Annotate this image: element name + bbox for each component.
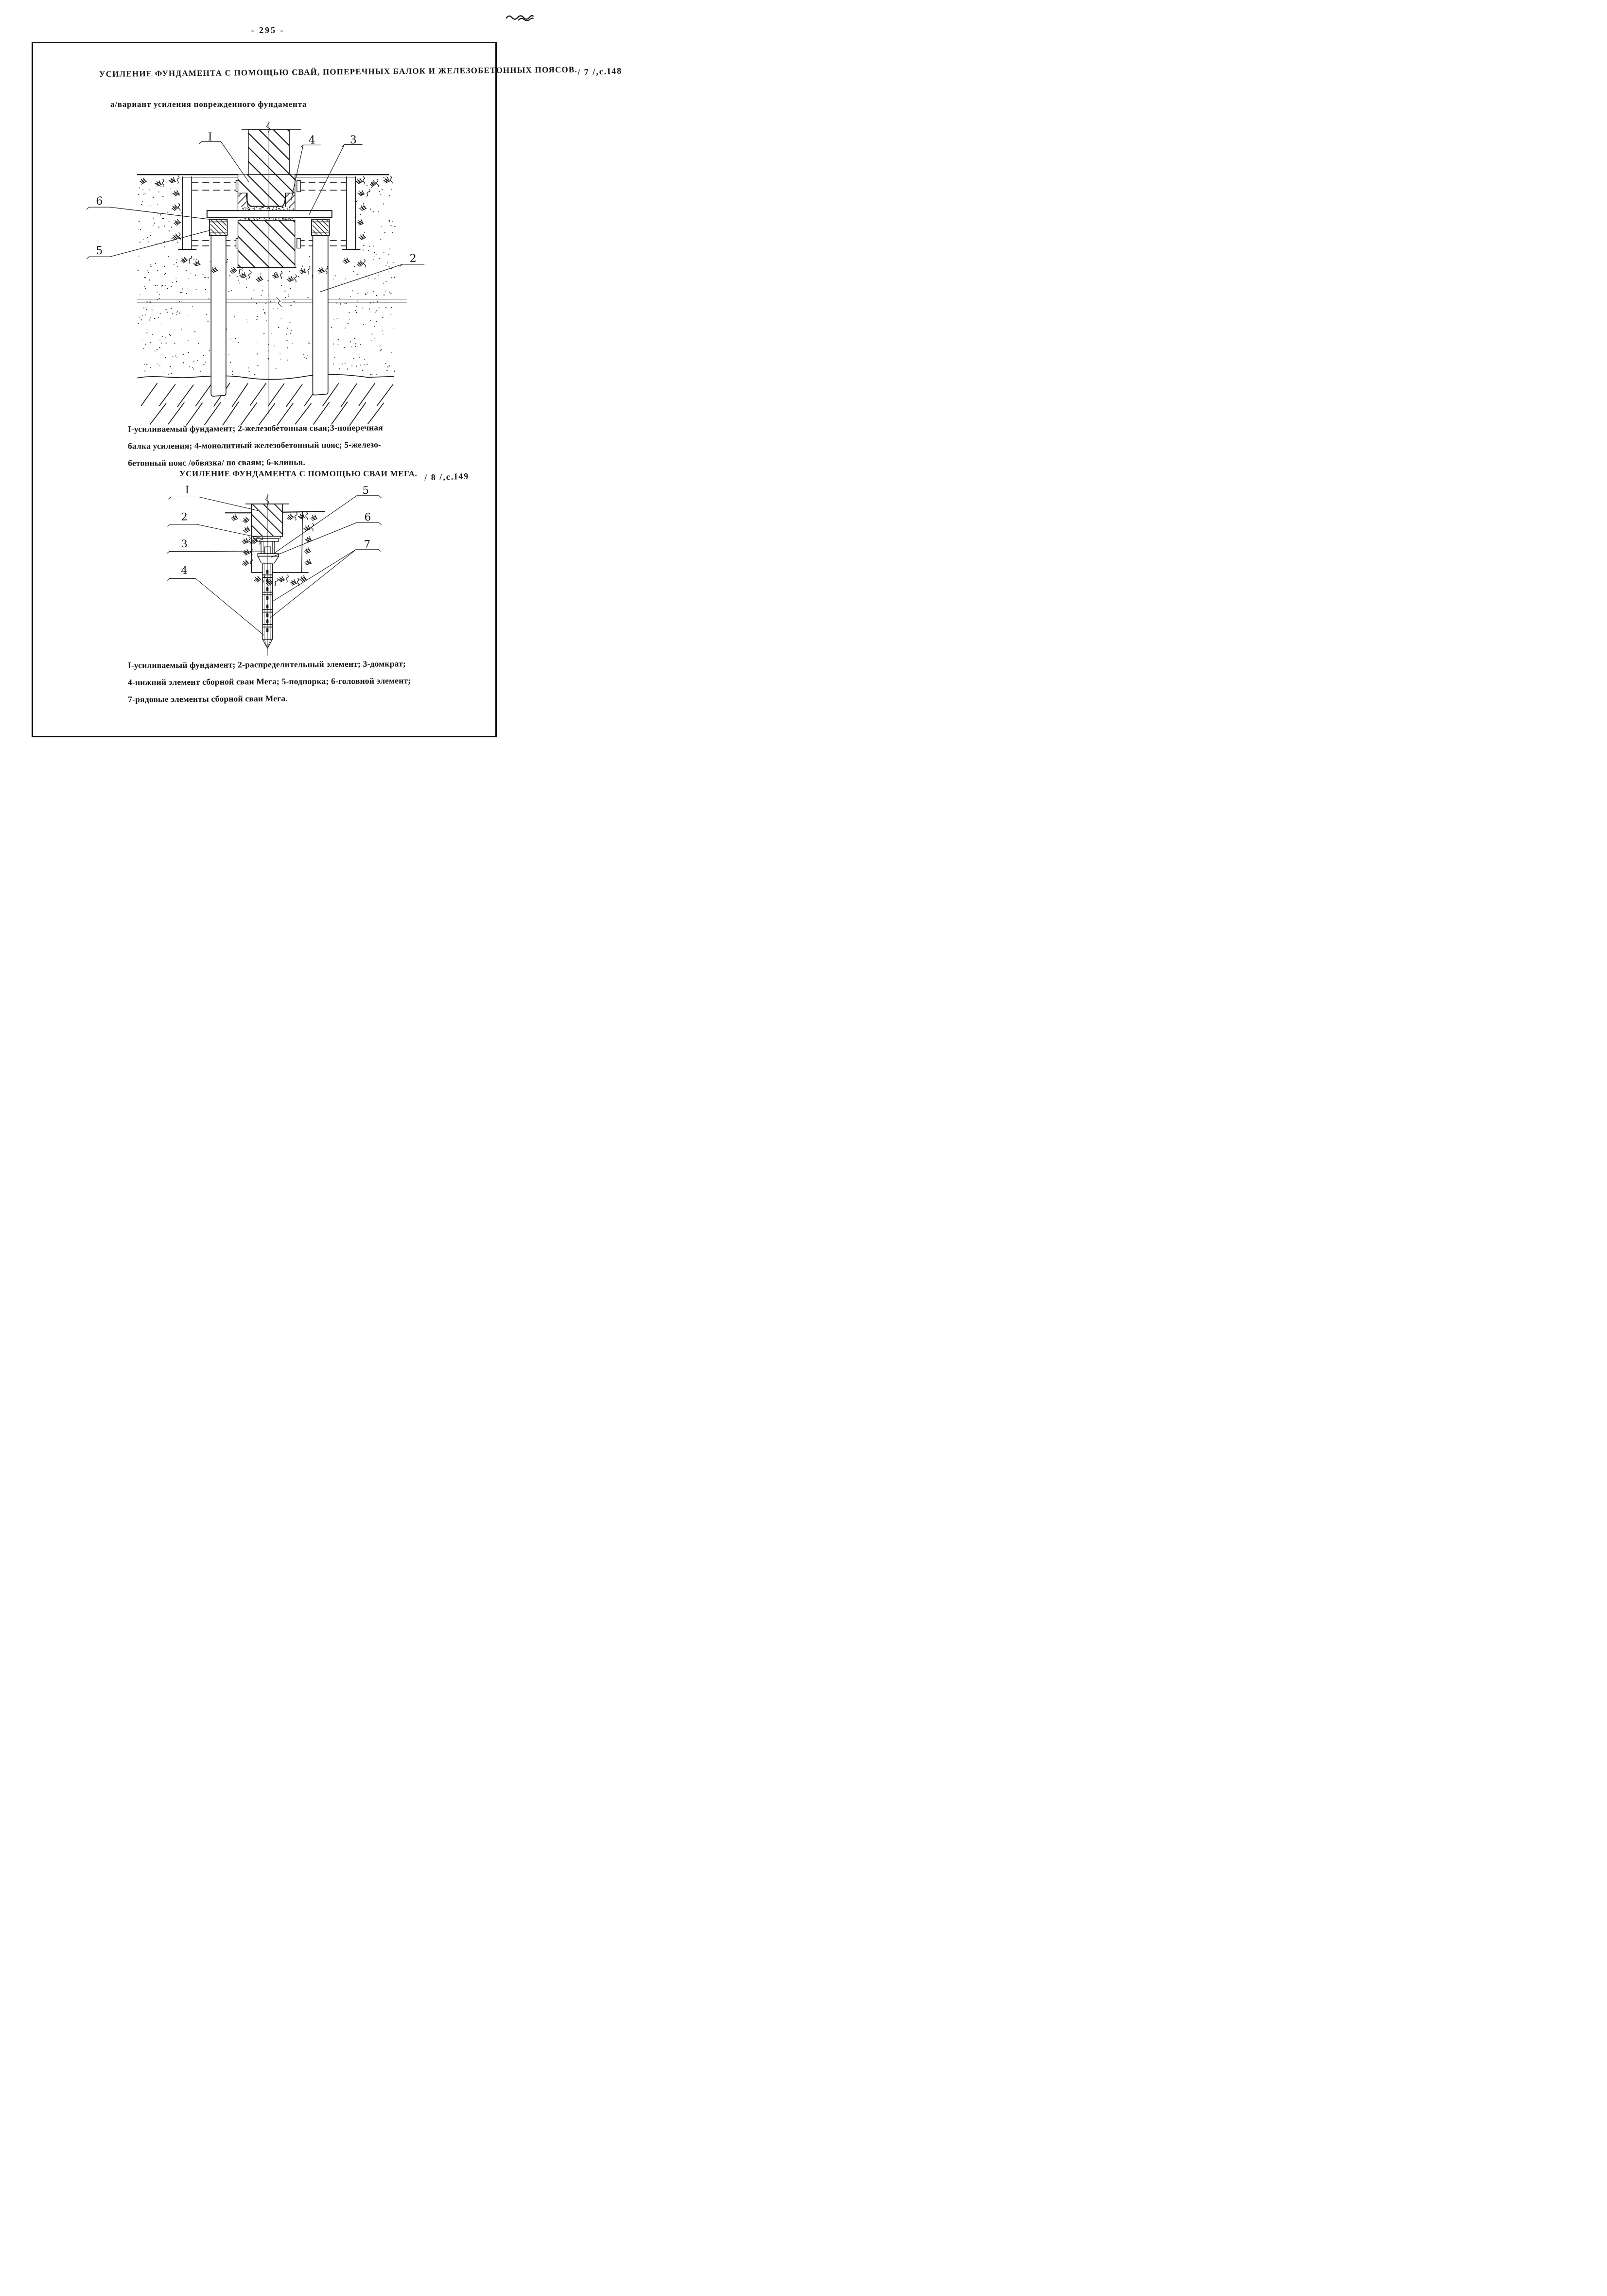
figure1-caption (128, 419, 384, 471)
svg-text:6: 6 (96, 195, 103, 208)
head-plate (258, 554, 279, 556)
pile-left (211, 236, 226, 397)
callout-1 (169, 484, 258, 510)
scanned-document-page (0, 0, 623, 765)
wedge-block-right (312, 219, 330, 235)
caption-line: бетонный пояс /обвязка/ по сваям; 6-клинья. (128, 457, 306, 468)
callout-6 (87, 195, 212, 220)
callout-2 (168, 511, 260, 538)
page-number: - 295 - (251, 25, 285, 35)
svg-text:I: I (185, 484, 190, 497)
transverse-beam (207, 210, 332, 217)
pile-right (313, 236, 328, 395)
caption-line: I-усиливаемый фундамент; 2-железобетонная свая;3-поперечная (127, 422, 383, 434)
callout-4 (167, 565, 264, 635)
figure1-reference: / 7 /,с.I48 (577, 66, 623, 77)
foundation-below-ground (238, 174, 295, 210)
figure1-subtitle: а/вариант усиления поврежденного фундамента (110, 100, 307, 109)
svg-text:3: 3 (349, 134, 357, 146)
figure2-drawing (162, 485, 405, 658)
figure2-heading-row (179, 469, 470, 483)
scan-squiggle-artifact (506, 14, 534, 21)
svg-text:4: 4 (181, 564, 188, 577)
callout-4 (291, 135, 321, 201)
svg-text:5: 5 (96, 245, 103, 258)
callout-2 (320, 253, 424, 292)
head-element (258, 557, 279, 563)
figure1-drawing (81, 120, 447, 425)
pile-head-assembly (254, 537, 280, 563)
svg-text:5: 5 (362, 484, 369, 497)
figure2-caption (128, 655, 411, 708)
svg-text:4: 4 (308, 134, 315, 147)
svg-text:3: 3 (181, 538, 188, 550)
svg-text:2: 2 (409, 252, 417, 265)
svg-text:2: 2 (181, 511, 188, 523)
foundation-footing (237, 217, 297, 267)
svg-text:7: 7 (364, 538, 371, 551)
caption-line: 7-рядовые элементы сборной сваи Мега. (128, 693, 288, 704)
figure1-title: УСИЛЕНИЕ ФУНДАМЕНТА С ПОМОЩЬЮ СВАЙ, ПОПЕРЕЧНЫХ БАЛОК И ЖЕЛЕЗОБЕТОННЫХ ПОЯСОВ. (99, 65, 577, 79)
caption-line: балка усиления; 4-монолитный железобетонный пояс; 5-железо- (127, 439, 382, 451)
wedge-block-left (210, 219, 227, 235)
figure2-reference: / 8 /,с.I49 (424, 471, 470, 483)
bedrock-layer (137, 375, 394, 426)
callout-3 (167, 538, 265, 554)
svg-text:6: 6 (364, 511, 371, 524)
figure2-title: УСИЛЕНИЕ ФУНДАМЕНТА С ПОМОЩЬЮ СВАИ МЕГА. (179, 469, 418, 478)
caption-line: 4-нижний элемент сборной сваи Мега; 5-подпорка; 6-головной элемент; (127, 676, 411, 687)
caption-line: I-усиливаемый фундамент; 2-распределительный элемент; 3-домкрат; (127, 659, 406, 670)
groundwater-break-lines (137, 297, 407, 307)
svg-text:I: I (208, 131, 212, 143)
reinforced-foundation (251, 504, 282, 537)
